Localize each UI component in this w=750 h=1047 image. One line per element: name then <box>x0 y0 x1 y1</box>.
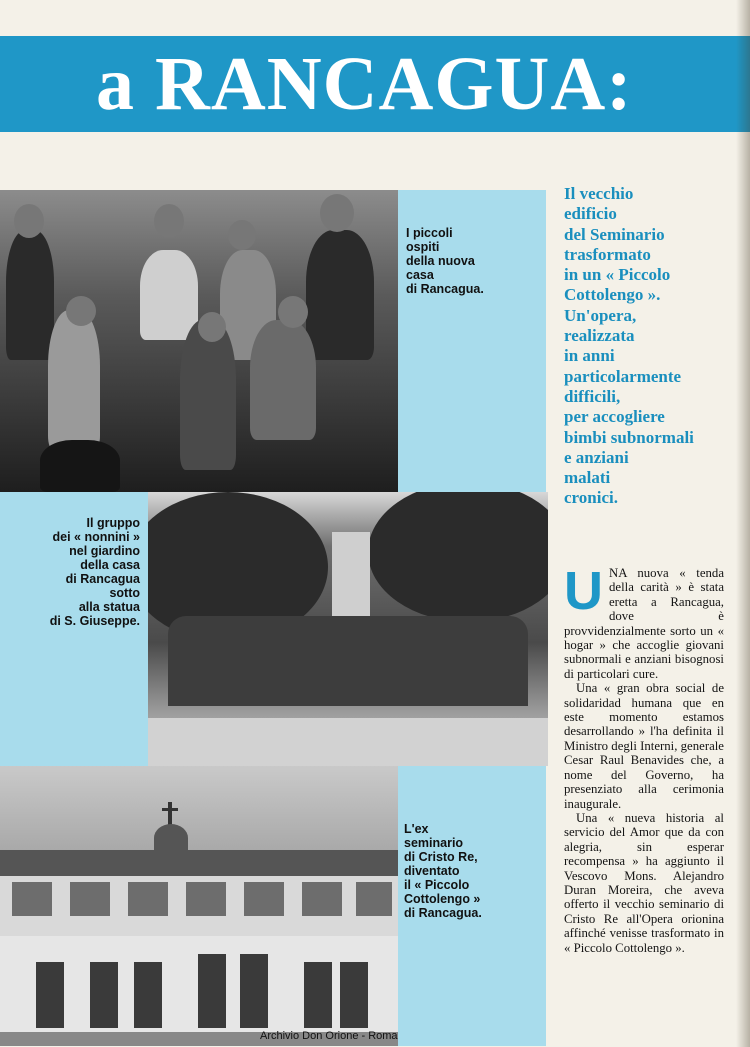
caption-building: L'ex seminario di Cristo Re, diventato il « Piccolo Cottolengo » di Rancagua. <box>404 822 482 920</box>
body-paragraph-1: UNA nuova « tenda della carità » è stata eretta a Rancagua, dove è provvidenzialmente sorto un « hogar » che accoglie giovani subnormali e anziani bisognosi di particolari cure. <box>564 561 724 681</box>
page-title: a RANCAGUA: <box>96 42 633 126</box>
archive-credit: Archivio Don Orione - Roma <box>260 1030 398 1042</box>
drop-cap: U <box>564 561 603 621</box>
article-body <box>564 561 724 955</box>
body-paragraph-2: Una « gran obra social de solidaridad humana que en este momento estamos desarrollando » l'ha definita il Ministro degli Interni, generale Cesar Raul Benavides che, a nome del Governo, ha presenziato alla cerimonia inaugurale. <box>564 681 724 811</box>
photo-children <box>0 190 398 492</box>
body-paragraph-3: Una « nueva historia al servicio del Amor que da con alegria, sin esperar recompensa » ha aggiunto il Vescovo Mons. Alejandro Duran Moreira, che aveva offerto il vecchio seminario di Cristo Re all'Opera orionina affinché venisse trasformato in « Piccolo Cottolengo ». <box>564 810 724 955</box>
lead-paragraph: Il vecchio edificio del Seminario trasformato in un « Piccolo Cottolengo ». Un'opera, realizzata in anni particolarmente difficili, per accogliere bimbi subnormali e anziani malati cronici. <box>564 184 694 508</box>
photo-grandparents <box>148 492 548 766</box>
photo-seminary-building <box>0 766 398 1046</box>
caption-children: I piccoli ospiti della nuova casa di Rancagua. <box>406 226 484 296</box>
caption-grandparents: Il gruppo dei « nonnini » nel giardino della casa di Rancagua sotto alla statua di S. Giuseppe. <box>49 516 140 628</box>
